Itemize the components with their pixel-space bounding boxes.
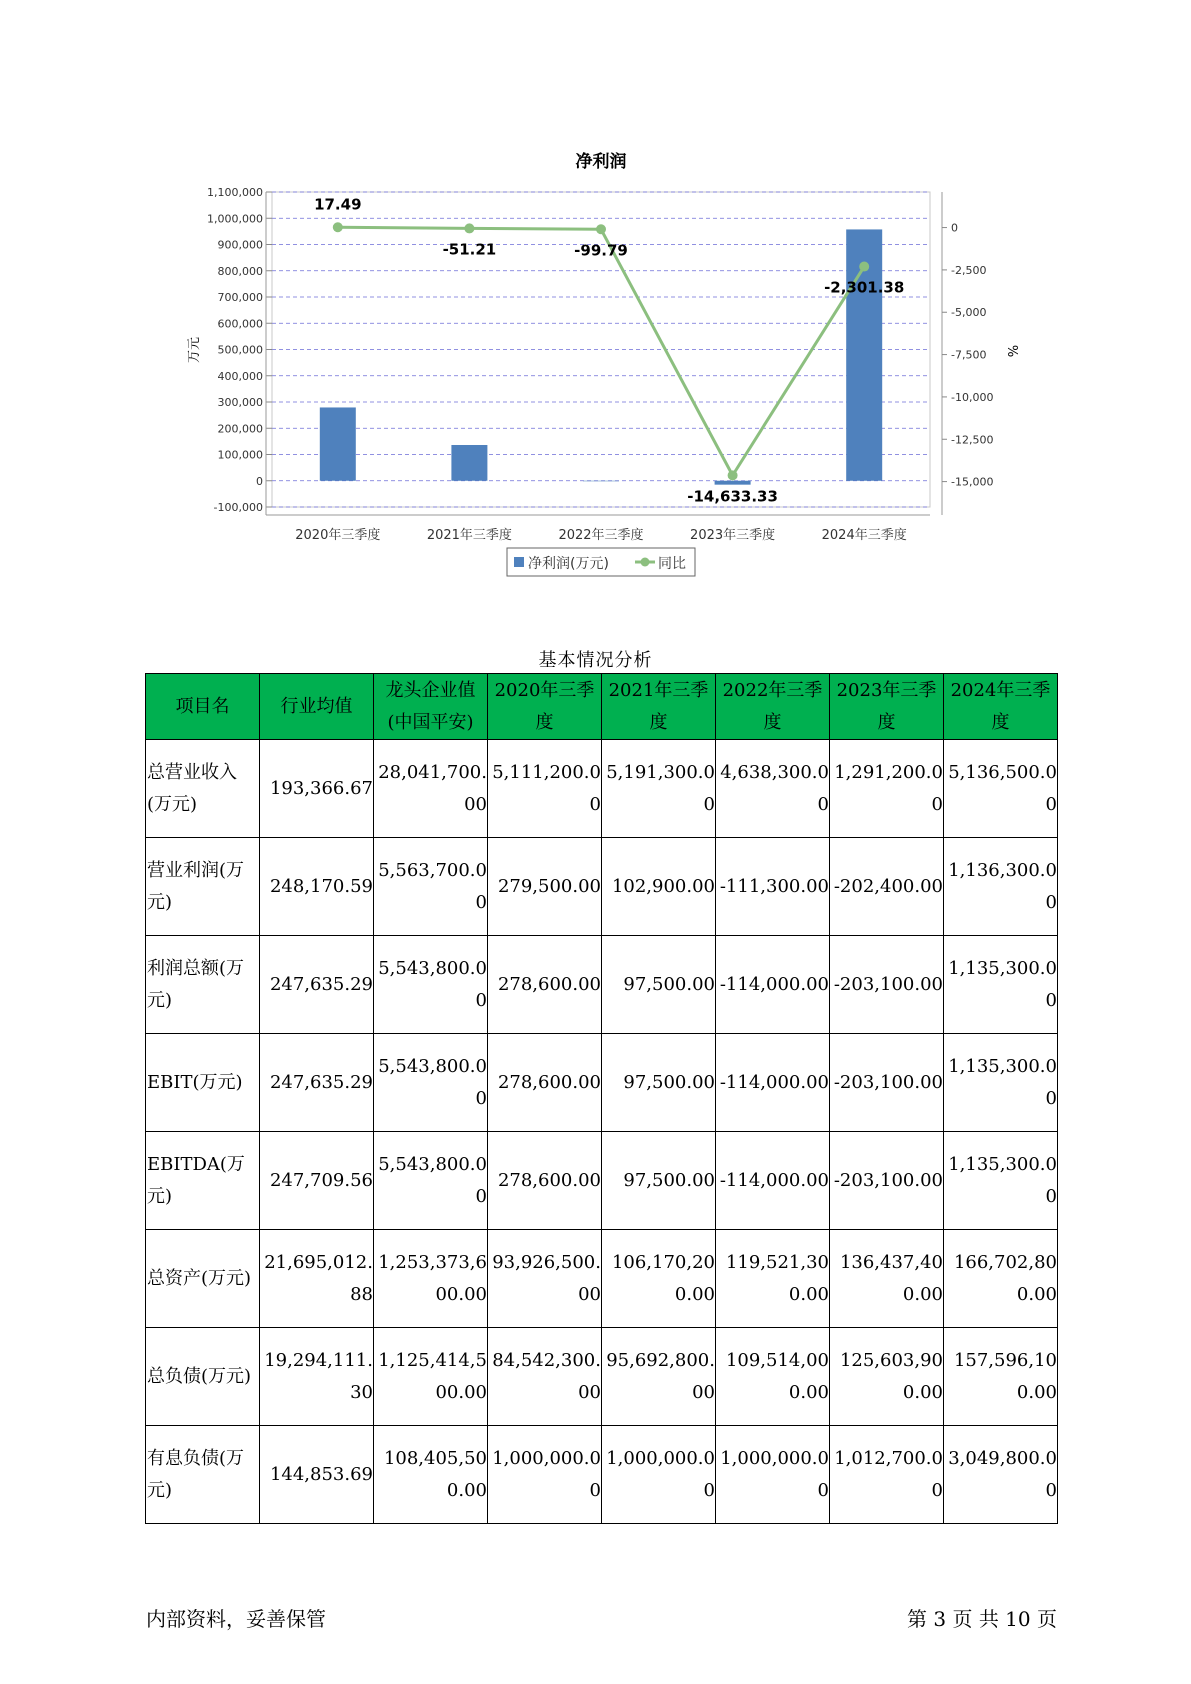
- header-item-name: 项目名: [146, 674, 260, 740]
- legend-bar-swatch: [514, 557, 524, 567]
- table-cell: -202,400.00: [830, 838, 944, 936]
- y2-tick-label: 0: [951, 221, 958, 235]
- legend-bar-label: 净利润(万元): [528, 556, 609, 572]
- table-cell: 5,136,500.00: [944, 740, 1058, 838]
- table-cell: 1,136,300.00: [944, 838, 1058, 936]
- table-cell: 1,253,373,600.00: [374, 1230, 488, 1328]
- legend-line-marker: [641, 558, 650, 567]
- table-cell: 1,291,200.00: [830, 740, 944, 838]
- table-cell: -114,000.00: [716, 1132, 830, 1230]
- table-row: [146, 936, 1058, 1034]
- table-cell: 4,638,300.00: [716, 740, 830, 838]
- table-cell: 5,191,300.00: [602, 740, 716, 838]
- table-cell: 109,514,000.00: [716, 1328, 830, 1426]
- table-cell: 5,543,800.00: [374, 1132, 488, 1230]
- footer-confidential: 内部资料，妥善保管: [146, 1607, 326, 1631]
- y-tick-label: 600,000: [217, 317, 263, 331]
- bar: [715, 481, 751, 485]
- table-row: [146, 1230, 1058, 1328]
- yoy-data-label: -2,301.38: [824, 278, 905, 297]
- header-leader-value: 龙头企业值(中国平安): [374, 674, 488, 740]
- net-profit-chart: [180, 135, 1020, 595]
- table-cell: -114,000.00: [716, 936, 830, 1034]
- y-tick-label: 300,000: [217, 396, 263, 409]
- table-header-row: [146, 674, 1058, 740]
- basic-analysis-table: [145, 673, 1058, 1524]
- table-cell: 97,500.00: [602, 1034, 716, 1132]
- yoy-data-label: 17.49: [314, 195, 362, 214]
- y2-tick-label: -10,000: [951, 390, 994, 404]
- y-tick-label: 500,000: [217, 343, 263, 357]
- x-tick-label: 2023年三季度: [690, 528, 776, 543]
- table-cell: -111,300.00: [716, 838, 830, 936]
- table-cell: 5,543,800.00: [374, 936, 488, 1034]
- header-industry-avg: 行业均值: [260, 674, 374, 740]
- y-tick-label: 1,000,000: [207, 212, 263, 226]
- bar: [451, 445, 487, 481]
- table-cell: 1,135,300.00: [944, 1034, 1058, 1132]
- yoy-data-label: -99.79: [574, 241, 628, 260]
- table-cell: -203,100.00: [830, 936, 944, 1034]
- table-cell: 248,170.59: [260, 838, 374, 936]
- table-cell: 5,543,800.00: [374, 1034, 488, 1132]
- y-tick-label: 200,000: [217, 422, 263, 436]
- yoy-point: [859, 262, 869, 272]
- x-tick-label: 2020年三季度: [295, 528, 381, 543]
- y-tick-label: 800,000: [217, 264, 263, 278]
- table-cell: 144,853.69: [260, 1426, 374, 1524]
- row-item-name: 总负债(万元): [146, 1328, 260, 1426]
- bar: [320, 407, 356, 480]
- yoy-point: [728, 470, 738, 480]
- table-row: [146, 740, 1058, 838]
- table-cell: 193,366.67: [260, 740, 374, 838]
- y2-tick-label: -12,500: [951, 433, 994, 447]
- table-cell: 247,709.56: [260, 1132, 374, 1230]
- yoy-point: [596, 224, 606, 234]
- header-2021q3: 2021年三季度: [602, 674, 716, 740]
- table-row: [146, 838, 1058, 936]
- table-cell: 28,041,700.00: [374, 740, 488, 838]
- table-cell: 278,600.00: [488, 1034, 602, 1132]
- y-tick-label: -100,000: [213, 501, 263, 514]
- table-cell: 1,000,000.00: [716, 1426, 830, 1524]
- table-row: [146, 1132, 1058, 1230]
- y-tick-label: 700,000: [217, 291, 263, 304]
- table-cell: 19,294,111.30: [260, 1328, 374, 1426]
- row-item-name: 总营业收入(万元): [146, 740, 260, 838]
- table-cell: 21,695,012.88: [260, 1230, 374, 1328]
- header-2022q3: 2022年三季度: [716, 674, 830, 740]
- table-cell: 119,521,300.00: [716, 1230, 830, 1328]
- y-tick-label: 400,000: [217, 369, 263, 383]
- y2-tick-label: -7,500: [951, 348, 987, 362]
- table-cell: 97,500.00: [602, 1132, 716, 1230]
- header-2024q3: 2024年三季度: [944, 674, 1058, 740]
- table-cell: 157,596,100.00: [944, 1328, 1058, 1426]
- table-cell: 1,135,300.00: [944, 936, 1058, 1034]
- row-item-name: EBIT(万元): [146, 1034, 260, 1132]
- table-row: [146, 1034, 1058, 1132]
- table-cell: 5,563,700.00: [374, 838, 488, 936]
- table-row: [146, 1426, 1058, 1524]
- y-tick-label: 100,000: [217, 448, 263, 462]
- table-cell: 1,135,300.00: [944, 1132, 1058, 1230]
- bar: [583, 481, 619, 482]
- table-cell: 278,600.00: [488, 1132, 602, 1230]
- yoy-data-label: -51.21: [442, 240, 497, 259]
- row-item-name: 营业利润(万元): [146, 838, 260, 936]
- table-cell: 3,049,800.00: [944, 1426, 1058, 1524]
- table-cell: 247,635.29: [260, 1034, 374, 1132]
- table-cell: 95,692,800.00: [602, 1328, 716, 1426]
- table-cell: 278,600.00: [488, 936, 602, 1034]
- table-cell: 97,500.00: [602, 936, 716, 1034]
- table-cell: 108,405,500.00: [374, 1426, 488, 1524]
- header-2020q3: 2020年三季度: [488, 674, 602, 740]
- row-item-name: 总资产(万元): [146, 1230, 260, 1328]
- header-2023q3: 2023年三季度: [830, 674, 944, 740]
- legend-line-label: 同比: [658, 556, 686, 572]
- table-cell: 125,603,900.00: [830, 1328, 944, 1426]
- yoy-data-label: -14,633.33: [687, 487, 778, 506]
- footer-page-number: 第 3 页 共 10 页: [907, 1607, 1057, 1631]
- table-cell: 102,900.00: [602, 838, 716, 936]
- table-cell: 5,111,200.00: [488, 740, 602, 838]
- table-cell: 136,437,400.00: [830, 1230, 944, 1328]
- table-cell: 1,012,700.00: [830, 1426, 944, 1524]
- yoy-point: [464, 223, 474, 233]
- table-cell: -203,100.00: [830, 1132, 944, 1230]
- table-cell: 93,926,500.00: [488, 1230, 602, 1328]
- yoy-point: [333, 222, 343, 232]
- y2-tick-label: -15,000: [951, 475, 994, 489]
- row-item-name: 有息负债(万元): [146, 1426, 260, 1524]
- table-cell: 166,702,800.00: [944, 1230, 1058, 1328]
- table-cell: 84,542,300.00: [488, 1328, 602, 1426]
- table-cell: 247,635.29: [260, 936, 374, 1034]
- row-item-name: 利润总额(万元): [146, 936, 260, 1034]
- row-item-name: EBITDA(万元): [146, 1132, 260, 1230]
- table-cell: 279,500.00: [488, 838, 602, 936]
- table-cell: -114,000.00: [716, 1034, 830, 1132]
- x-tick-label: 2022年三季度: [558, 528, 644, 543]
- y-tick-label: 1,100,000: [207, 186, 263, 199]
- x-tick-label: 2021年三季度: [426, 528, 512, 543]
- y-tick-label: 900,000: [217, 238, 263, 252]
- table-cell: -203,100.00: [830, 1034, 944, 1132]
- y2-axis-label: %: [1004, 344, 1019, 358]
- table-cell: 1,125,414,500.00: [374, 1328, 488, 1426]
- table-row: [146, 1328, 1058, 1426]
- table-title: 基本情况分析: [538, 650, 653, 671]
- chart-title: 净利润: [575, 152, 627, 172]
- y2-tick-label: -2,500: [951, 263, 987, 277]
- x-tick-label: 2024年三季度: [821, 528, 907, 543]
- table-cell: 1,000,000.00: [488, 1426, 602, 1524]
- y-tick-label: 0: [256, 474, 263, 488]
- table-cell: 106,170,200.00: [602, 1230, 716, 1328]
- y-axis-label: 万元: [187, 336, 202, 364]
- y2-tick-label: -5,000: [951, 306, 987, 320]
- table-cell: 1,000,000.00: [602, 1426, 716, 1524]
